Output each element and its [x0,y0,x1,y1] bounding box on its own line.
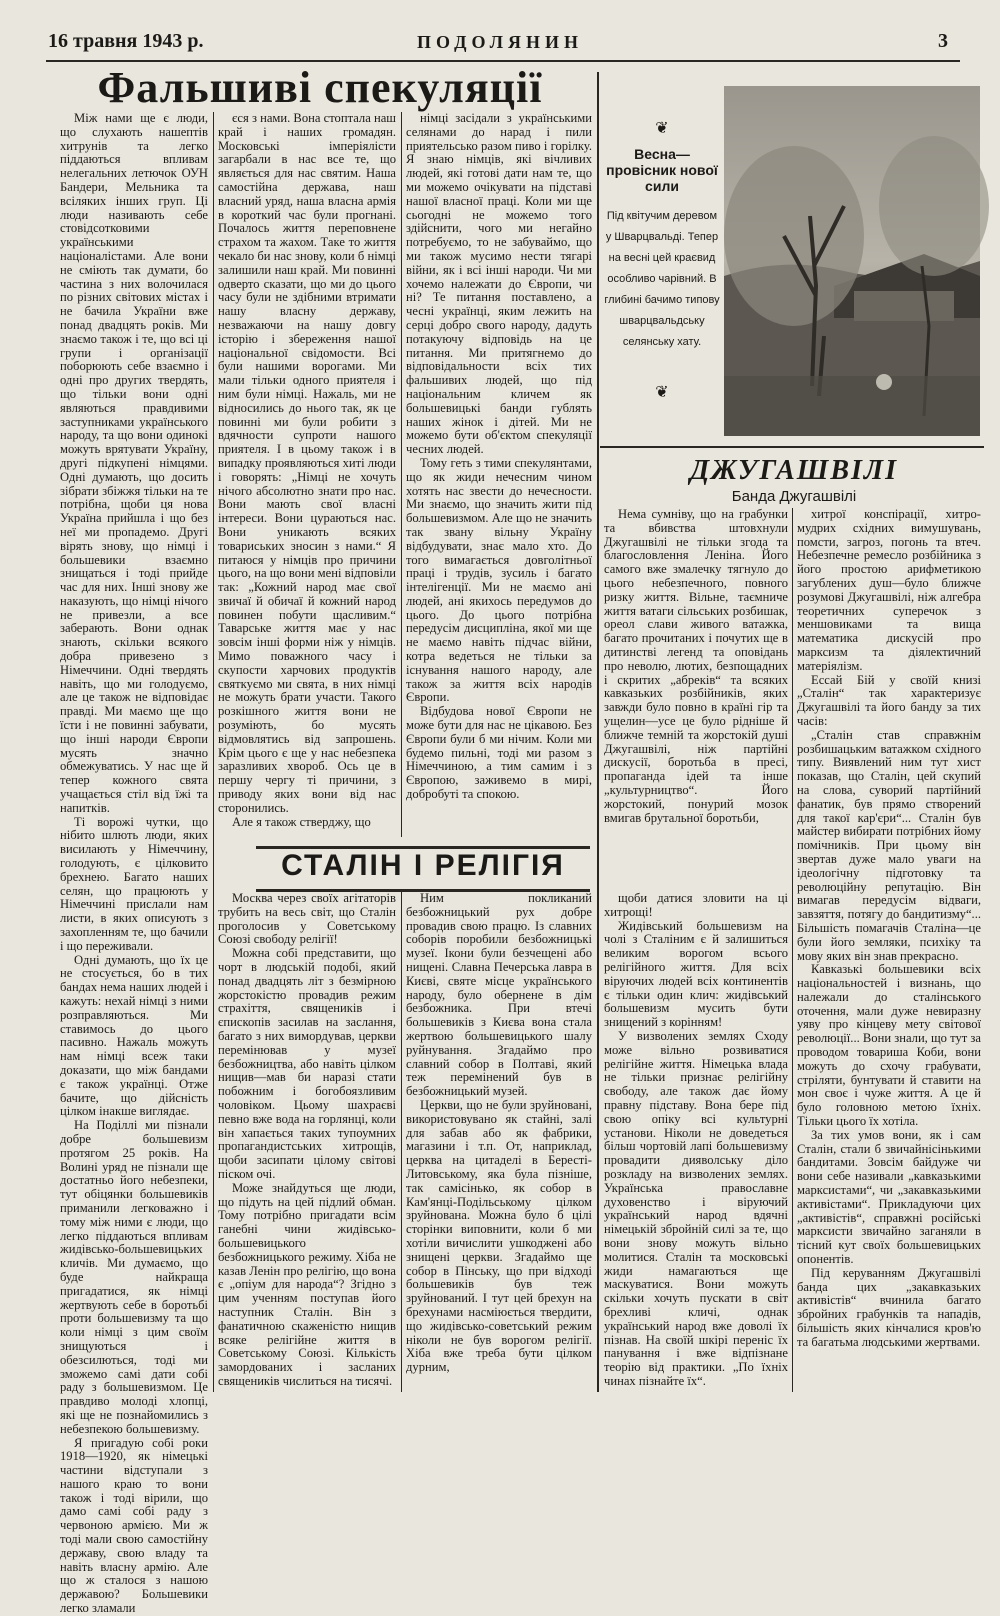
section-rule [600,446,984,448]
article3-paragraph: Може знайдуться ще люди, що підуть на цей підлий обман. Тому потрібно пригадати всім ганебні чини жидівсько-большевицького безбожницького режиму. Хіба не казав Ленін про релігію, що вона є „опіум для народа“? Згідно з цим ученням поступав його наступник Сталін. Він з фанатичною скаженістю нищив всяке релігійне життя в Советському Союзі. Кількість замордованих і засланих священиків числиться на тисячі. [218,1180,396,1388]
article1-paragraph: Ті ворожі чутки, що нібито шлють люди, яких висилають у Німеччину, голодують, є цілковито брехнею. Багато наших селян, що працюють у Німеччині прислали нам листи, в яких описують з захопленням те, що бачили і що переживали. [60,814,208,953]
column-rule [213,112,214,1392]
article-title-dzhugashvili: ДЖУГАШВІЛІ [689,455,899,486]
article1-paragraph: єся з нами. Вона стоптала наш край і наших громадян. Московські імперіялісти загарбали в нас все те, що являється для нас святим. Наша самостійна держава, наш власний уряд, наша власна армія в короткий час були прогнані. Почалось життя переповнене страхом та жахом. Таке то життя чекало би нас знову, коли б німці залишили наш край. Ми повинні одверто сказати, що ми до цього часу були не здібними втримати нашу власну державу, незважаючи на нашу довгу історію і збереження нашої національної свідомости. Всі були нашими ворогами. Ми мали тільки одного приятеля і ним були німці. Нажаль, ми не відносились до нього так, як це повинні ми були робити з вдячности супроти нашого приятеля. І в цьому також і в випадку проявляються хиті люди і говорять: „Німці не хочуть нічого абсолютно знати про нас. Вони мають свої власні інтереси. Вони цураються нас. Вони уникають всяких товариських зносин з нами.“ Я питаюся у німців про причини цього, на що вони мені відповіли так: „Кожний народ має свої звичаї й обичаї й кожний народ повинен побути щасливим.“ Таварське життя має у нас зовсім інші форми ніж у німців. Мимо поважного часу і скупости харчових продуктів святкуємо ми свята, в них німці не можуть брати участи. Такого розкішного життя вони не розуміють, бо мусять відмовлятись від запрошень. Крім цього є ще у нас небезпека заразливих хвороб. Ось це в першу чергу ті причини, з приводу яких вони від нас сторонились. [218,111,396,815]
article1-column-1 [60,111,208,1616]
article-title-false-speculations: Фальшиві спекуляції [97,63,543,112]
article2-column-1 [604,508,788,838]
ornament-icon: ❦ [655,384,669,401]
article3-paragraph: Москва через своїх агітаторів трубить на весь світ, що Сталін проголосив у Советському Союзі свободу релігії! [218,891,396,947]
page-header [0,30,1000,64]
column-rule [401,892,402,1392]
article1-paragraph: німці засідали з українськими селянами до нарад і пили приятельсько разом пиво і горілку. Я знаю німців, які вічливих людей, які готові дати нам те, що ми можемо очікувати на підставі нашої власної праці. Коли ми ще сьогодні не можемо того здійснити, чого ми негайно потребуємо, то не забуваймо, що ми також мусимо нести тягарі війни, як і всі інші народи. Чи ми хочемо належати до Європи, чи ні? Те питання поставлено, а чесні українці, яким лежить на серці добро свого народу, дадуть потакуючу відповідь на це питання. Ми притягнемо до відповідальности всіх тих фальшивих людей, що під національним кличем як большевицькі банди гублять наших жінок і дітей. Ми не можемо бути об'єктом спекуляції чесних людей. [406,111,592,457]
article1-paragraph: На Поділлі ми пізнали добре большевизм протягом 25 років. На Волині уряд не пізнали ще достатньо його небезпеки, тут обіцянки большевиків приманили легковажно і тому між ними є люди, що легко піддаються впливам жидівсько-большевицьких кличів. Ми думаємо, що буде найкраща пригадатися, як німці жертвують себе в боротьбі проти большевизму та що коли німці з цим своїм знищуються і обезсилються, тоді ми зможемо самі дати собі раду з большевизмом. Це правдиво молоді хлопці, які ще не познайомились з небезпекою большевизму. [60,1118,208,1436]
article2-column-2 [797,508,981,1392]
article-title-stalin-religion: СТАЛІН І РЕЛІГІЯ [281,849,565,882]
article2-paragraph: хитрої конспірації, хитро-мудрих східних вимушувань, помсти, загроз, погонь та втеч. Небезпечне ремесло розбійника з його простою арифметикою загублених душ—було ближче розумові Джугашвілі, ніж алгебра теоретичних суперечок з меншовиками та вища математика дискусій про марксизм та діялектичний матеріялізм. [797,507,981,673]
page-number: 3 [938,30,948,52]
ornament-icon: ❦ [655,120,669,137]
article3-paragraph: щоби датися зловити на ці хитрощі! [604,891,788,919]
photo-heading: Весна— провісник нової сили [606,146,718,194]
article3-column-3 [604,892,788,1392]
article1-paragraph: Я пригадую собі роки 1918—1920, як німецькі частини відступали з нашого краю то вони також і тоді вірили, що дамо самі собі раду з червоною армією. Ми ж тоді мали свою самостійну державу, свою владу та навіть власну армію. Але що ж сталося з нашою державою? Большевики легко зламали [60,1435,208,1616]
article2-paragraph: Ессай Бій у своїй книзі „Сталін“ так характеризує Джугашвілі та його банду за тих часів: [797,672,981,728]
issue-date: 16 травня 1943 р. [48,30,204,52]
column-rule [597,72,599,1392]
newspaper-name: ПОДОЛЯНИН [416,32,583,52]
article3-paragraph: Можна собі представити, що чорт в людській подобі, який понад двадцять літ з безмірною жорстокістю провадив режим страхіття, священиків і єпископів засилав на заслання, багато з них вимордував, церкви перемінював у музеї безбожництва, або навіть цілком нищив—мав би наразі стати побожним і богобоязливим чоловіком. Цьому шахраєві певно вже вода на горлянці, коли він хапається таких тупоумних пропагандистських хитрощів, щоби засипати цілому світові піском очі. [218,946,396,1181]
photo-caption: Під квітучим деревом у Шварцвальді. Тепер на весні цей краєвид особливо чарівний. В глибині бачимо типову шварцвальдську селянську хату. [604,210,720,348]
article2-paragraph: За тих умов вони, як і сам Сталін, стали б звичайнісінькими бандитами. Зовсім байдуже чи вони себе називали „кавказькими марксистами“, чи „закавказькими активістами“. Прикладуючи цих „активістів“, справжні російські марксисти звичайно заганяли в тісний кут своїх большевицьких опонентів. [797,1127,981,1267]
article3-paragraph: Церкви, що не були зруйновані, використовувано як стайні, залі для забав або як фабрики, магазини і т.п. От, наприклад, церква на цитаделі в Бересті-Литовському, яка була пізніше, так самісінько, як собор в Кам'янці-Подільському цілком зруйнована. Можна було б цілі сторінки виповнити, коли б ми хотіли вичислити ушкоджені або знищені церкви. Згадаймо ще собор в Пінську, що при відході большевиків був теж зруйнований. І тут цей брехун на брехунами насміюється твердити, що жидівсько-советський режим ніколи не був ворогом релігії. Хіба вже треба бути цілком дурним, [406,1097,592,1375]
article3-paragraph: Ним покликаний безбожницький рух добре провадив свою працю. Із славних соборів поробили безбожницькі музеї. Ікони були безчещені або нищені. Славна Печерська лавра в Києві, святе місце українського народу, було обернене в дім безбожника. При втечі большевиків з Києва вона стала жертвою большевицького шалу руйнування. Згадаймо про славний собор в Полтаві, який теж перемінений був в безбожницький музей. [406,891,592,1099]
article1-paragraph: Відбудова нової Європи не може бути для нас не цікавою. Без Європи були б ми нічим. Коли ми будемо пильні, тоді ми разом з Німеччиною, а тим самим і з Європою, заживемо в мирі, добробуті та спокою. [406,704,592,802]
article2-paragraph: Кавказькі большевики всіх національностей і визнань, що належали до сталінського оточення, мали дуже невиразну уяву про кінцеву мету світової революції... Вони знали, що тут за проводом товариша Коби, вони можуть до схочу грабувати, стріляти, бунтувати й ставити на мон своє і чуже життя. А це й було головною метою їхніх. Тільки цього їх хотіла. [797,962,981,1129]
article2-paragraph: Під керуванням Джугашвілі банда цих „закавказьких активістів“ вчинила багато збройних грабунків та нападів, більшість яких кінчалися кров'ю та багатьма людськими жертвами. [797,1265,981,1349]
article2-paragraph: „Сталін став справжнім розбишацьким ватажком східного типу. Виявлений ним тут хист показав, що Сталін, цей скупий на слова, суворий партійний фанатик, був прямо створений для такої кар'єри“... Сталін був майстер вибирати потрібних йому помічників. При цьому він звертав дуже мало уваги на ідеологічну підготовку та революційну репутацію. Він вимагав передусім відваги, завзяття, потягу до бандитизму“... Більшість помагачів Сталіна—це були його земляки, психіку та мову яких він знав прекрасно. [797,727,981,963]
article1-paragraph: Між нами ще є люди, що слухають нашептів хитрунів та легко піддаються впливам нелегальних летючок ОУН Бандери, Мельника та всіляких інших груп. Ці люди називають себе стовідсотковими українськими націоналістами. Але вони не сміють так думати, бо частина з них волочилася по різних світових містах і не бачила України вже понад двадцять років. Ми знаємо також і те, що всі ці групи і організації поборюють себе взаємно і одні про других твердять, що тільки вони одні являються правдивими заступниками українського народу, та що вони одинокі можуть врятувати Україну, другі підкупені німцями. Одні думають, що досить зібрати збіжжя тільки на те потрібна, щоби ця нова Україна прийшла і що без неї ми пропадемо. Другі вірять знову, що німці і большевики взаємно знищаться і тоді прийде час для них. Інші знову же наказують, що німці нічого не привезли, а все заберають. Вони однак знають, скільки всякого добра привезено з Німеччини. Одні твердять навіть, що ми голодуємо, але це також не відповідає правді. Ми маємо ще що їсти і не повинні забувати, що інші народи Європи мусять значно обмежуватись. У нас ще й тепер кожного свята учащається стіл від їжі та напитків. [60,111,208,815]
article2-paragraph: Нема сумніву, що на грабунки та вбивства штовхнули Джугашвілі не тільки згода та благословлення Леніна. Його самого вже змалечку тягнуло до цього небезпечного, повного ризку життя. Вільне, таємниче життя ватаги сільських розбишак, ореол слави живого ватажка, багато прочитаних і почутих ще в дитинстві легенд та оповідань про неволю, лютих, безпощадних і скритих „абреків“ та всяких кавказьких розбійників, яких завжди було повно в країні гір та ущелин—усе це було рідніше й ближче темній та жорстокій душі Джугашвілі, ніж партійні дискусії, боротьба в пресі, пропаганда ідей та інше „культурництво“. Його жорстокий, понурий мозок вмигав брутальної боротьби, [604,507,788,825]
article-subtitle: Банда Джугашвілі [731,488,857,505]
column-rule [792,508,793,1392]
article3-column-1 [218,892,396,1392]
article1-paragraph: Але я також стверджу, що [232,814,371,829]
column-rule [401,112,402,837]
article1-column-2 [218,112,396,837]
article1-column-3 [406,112,592,837]
landscape-photo [724,86,980,436]
article3-paragraph: Жидівський большевизм на чолі з Сталіним є й залишиться великим ворогом всього релігійного життя. Для всіх віруючих людей всіх континентів є тільки один клич: жидівський большевизм мусить бути знищений з корінням! [604,918,788,1030]
article1-paragraph: Тому геть з тими спекулянтами, що як жиди нечесним чином хотять нас звести до нечесности. Ми знаємо, що значить жити під большевизмом. Але що не значить так звану вільну Україну відбудувати, знає мало хто. До того вимагається довголітньої праці і трудів, зусиль і багато інтелігенції. Ми не маємо ані людей, ані якихось передумов до цього. До цього потрібна передусім дисципліна, якої ми ще не маємо навіть підчас війни, котра ведеться не тільки за існування нашого народу, але також за життя всіх народів Європи. [406,455,592,705]
article1-paragraph: Одні думають, що їх це не стосується, бо в тих бандах нема наших людей і кажуть: нехай німці з ними розправляються. Ми ставимось до цього пасивно. Нажаль можуть нам німці всеж таки доказати, що між бандами є також українці. Отже бачите, що дійсність цілком інакше виглядає. [60,952,208,1119]
article3-paragraph: У визволених землях Сходу може вільно розвиватися релігійне життя. Німецька влада не тільки признає релігійну свободу, але також дає йому правну підставу. Вона бере під свою опіку всі культурні установи. Ніколи не доведеться більш чортовій лапі большевизму провадити дияволську діло розкладу на визволених землях. Українська православне духовенство і віруючий український народ вдячні німецькій збройній силі за те, що вони знову можуть вільно молитися. Сталін та московські жиди намагаються ще маскуватися. Вони можуть скільки хочуть пускати в світ брехливі кличі, однак український народ вже доволі їх пізнав. На своїй шкірі переніс їх панування і вже відпізнане теорію від практики. „По їхніх чинах пізнайте їх“. [604,1028,788,1388]
article3-column-2 [406,892,592,1392]
